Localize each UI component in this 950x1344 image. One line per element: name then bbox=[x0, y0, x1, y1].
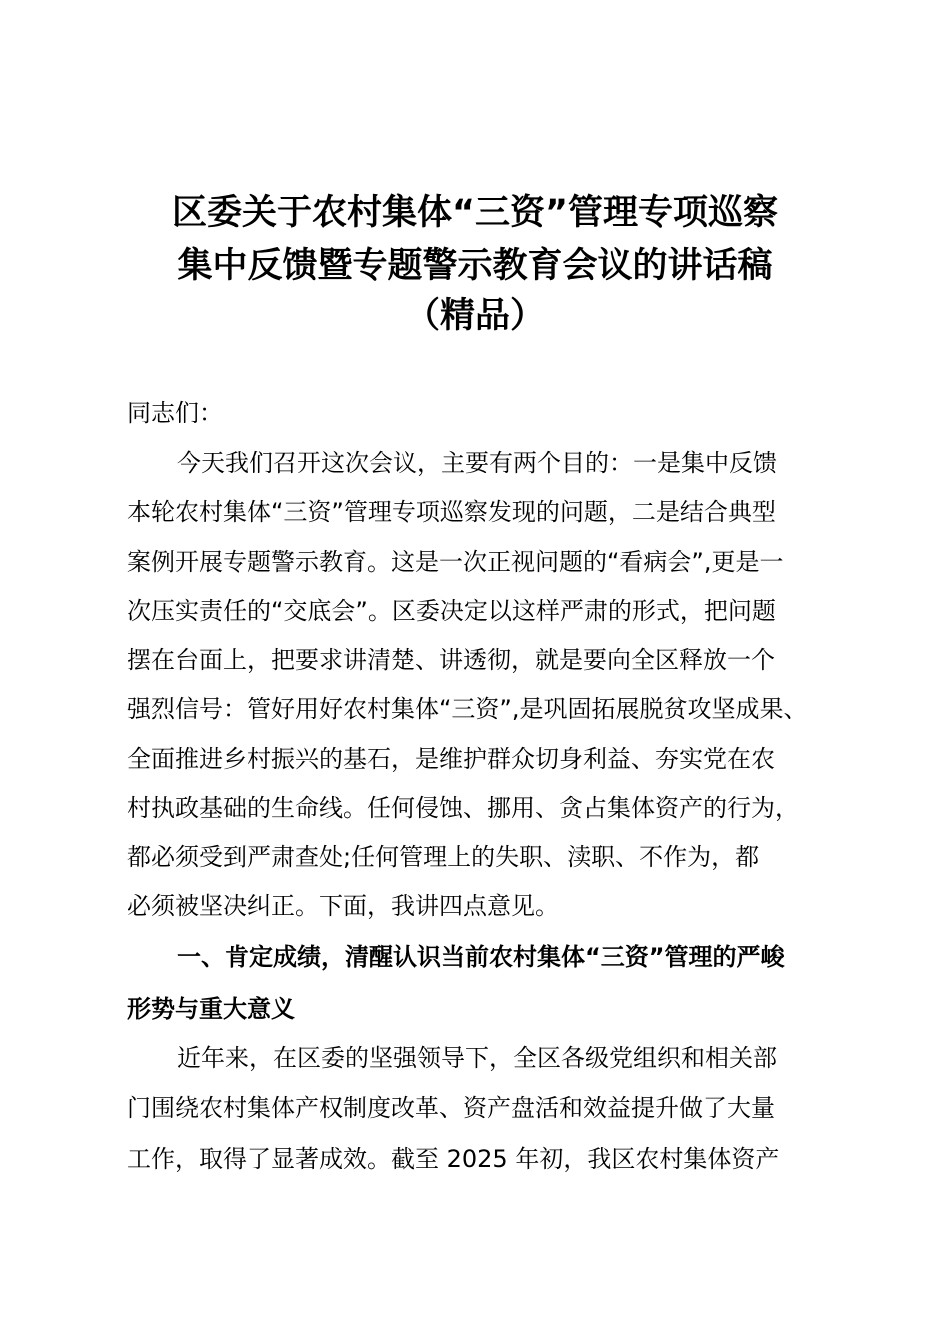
title-line-3: （精品） bbox=[404, 296, 545, 336]
paragraph-line: 近年来，在区委的坚强领导下，全区各级党组织和相关部 bbox=[177, 1044, 777, 1072]
paragraph-line: 摆在台面上，把要求讲清楚、讲透彻，就是要向全区释放一个 bbox=[127, 646, 775, 674]
paragraph-line: 都必须受到严肃查处;任何管理上的失职、渎职、不作为，都 bbox=[127, 843, 760, 871]
title-line-2: 集中反馈暨专题警示教育会议的讲话稿 bbox=[177, 246, 773, 286]
paragraph-line: 必须被坚决纠正。下面，我讲四点意见。 bbox=[127, 892, 559, 920]
paragraph-line: 工作，取得了显著成效。截至 2025 年初，我区农村集体资产 bbox=[127, 1145, 780, 1173]
paragraph-line: 全面推进乡村振兴的基石，是维护群众切身利益、夯实党在农 bbox=[127, 745, 775, 773]
paragraph-line: 次压实责任的“交底会”。区委决定以这样严肃的形式，把问题 bbox=[127, 597, 776, 625]
paragraph-line: 强烈信号：管好用好农村集体“三资”,是巩固拓展脱贫攻坚成果、 bbox=[127, 695, 808, 723]
title-line-1: 区委关于农村集体“三资”管理专项巡察 bbox=[171, 193, 778, 233]
salutation: 同志们： bbox=[127, 399, 223, 427]
paragraph-line: 门围绕农村集体产权制度改革、资产盘活和效益提升做了大量 bbox=[127, 1094, 775, 1122]
paragraph-line: 案例开展专题警示教育。这是一次正视问题的“看病会”,更是一 bbox=[127, 548, 784, 576]
section-heading: 形势与重大意义 bbox=[127, 995, 295, 1023]
section-heading: 一、肯定成绩，清醒认识当前农村集体“三资”管理的严峻 bbox=[177, 943, 785, 971]
paragraph-line: 村执政基础的生命线。任何侵蚀、挪用、贪占集体资产的行为， bbox=[127, 794, 799, 822]
paragraph-line: 今天我们召开这次会议，主要有两个目的：一是集中反馈 bbox=[177, 449, 777, 477]
paragraph-line: 本轮农村集体“三资”管理专项巡察发现的问题，二是结合典型 bbox=[127, 498, 776, 526]
